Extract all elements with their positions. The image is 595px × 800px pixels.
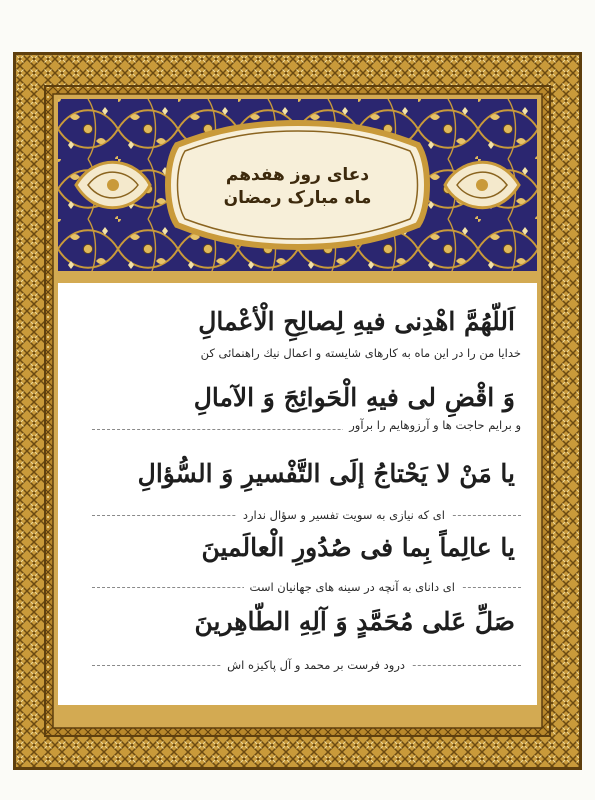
verse-2: [92, 379, 521, 461]
verse-arabic: يا مَنْ لا يَحْتاجُ إلَى التَّفْسيرِ وَ السُّؤالِ: [137, 459, 515, 488]
page-title: دعای روز هفدهم: [225, 164, 370, 185]
verse-3: [92, 455, 521, 537]
verse-4: [92, 529, 521, 611]
verse-translation: خدایا من را در این ماه به کارهای شایسته و اعمال نیك راهنمائی کن: [200, 346, 521, 360]
verse-translation: ای دانای به آنچه در سینه های جهانیان است: [244, 579, 461, 595]
verse-translation: ای که نیازی به سویت تفسیر و سؤال ندارد: [237, 507, 451, 523]
prayer-panel: [58, 283, 537, 705]
verse-arabic: يا عالِماً بِما فى صُدُورِ الْعالَمينَ: [201, 533, 515, 562]
page-subtitle: ماه مبارک رمضان: [223, 187, 372, 208]
verse-arabic: صَلِّ عَلى مُحَمَّدٍ وَ آلِهِ الطّاهِرينَ: [194, 607, 515, 636]
verse-arabic: اَللّهُمَّ اهْدِنى فيهِ لِصالِحِ الْأعْمالِ: [198, 307, 515, 336]
verse-arabic: وَ اقْضِ لى فيهِ الْحَوائِجَ وَ الآمالِ: [193, 383, 515, 412]
title-plate: [173, 130, 422, 243]
verse-1: [92, 303, 521, 385]
verse-translation: درود فرست بر محمد و آل پاکیزه اش: [221, 657, 411, 673]
verse-5: [92, 603, 521, 685]
verse-translation: و برایم حاجت ها و آرزوهایم را برآور: [343, 417, 521, 433]
